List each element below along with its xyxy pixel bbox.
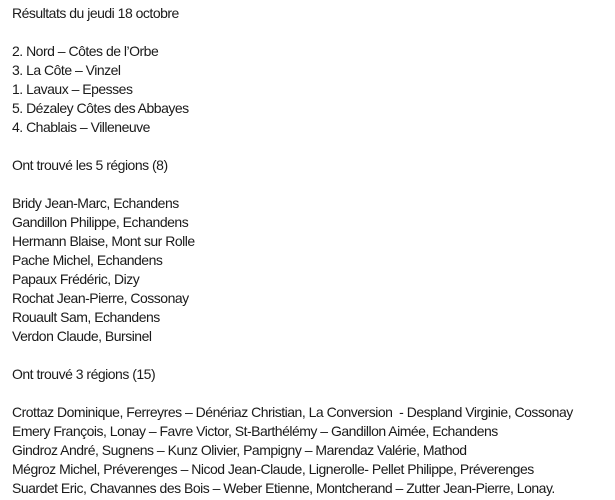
participant-name-line: Hermann Blaise, Mont sur Rolle <box>12 233 195 249</box>
blank-line <box>12 175 607 194</box>
section-heading-three-regions: Ont trouvé 3 régions (15) <box>12 366 156 382</box>
participant-names-line: Mégroz Michel, Préverenges – Nicod Jean-Claude, Lignerolle- Pellet Philippe, Préverenges <box>12 461 534 477</box>
region-result-line: 2. Nord – Côtes de l’Orbe <box>12 43 159 59</box>
participant-name-line: Rochat Jean-Pierre, Cossonay <box>12 290 189 306</box>
blank-line <box>12 346 607 365</box>
participant-name-line: Gandillon Philippe, Echandens <box>12 214 189 230</box>
blank-line <box>12 23 607 42</box>
participant-name-line: Papaux Frédéric, Dizy <box>12 271 140 287</box>
region-result-line: 1. Lavaux – Epesses <box>12 81 133 97</box>
blank-line <box>12 137 607 156</box>
participant-name-line: Verdon Claude, Bursinel <box>12 328 152 344</box>
participant-name-line: Pache Michel, Echandens <box>12 252 163 268</box>
participant-name-line: Rouault Sam, Echandens <box>12 309 160 325</box>
region-result-line: 3. La Côte – Vinzel <box>12 62 121 78</box>
region-result-line: 5. Dézaley Côtes des Abbayes <box>12 100 189 116</box>
section-heading-five-regions: Ont trouvé les 5 régions (8) <box>12 157 168 173</box>
participant-names-line: Gindroz André, Sugnens – Kunz Olivier, Pampigny – Marendaz Valérie, Mathod <box>12 442 467 458</box>
region-result-line: 4. Chablais – Villeneuve <box>12 119 150 135</box>
document-title: Résultats du jeudi 18 octobre <box>12 5 179 21</box>
participant-names-line: Emery François, Lonay – Favre Victor, St-Barthélémy – Gandillon Aimée, Echandens <box>12 423 498 439</box>
participant-name-line: Bridy Jean-Marc, Echandens <box>12 195 179 211</box>
participant-names-line: Crottaz Dominique, Ferreyres – Dénériaz Christian, La Conversion - Despland Virginie, Cossonay <box>12 404 573 420</box>
participant-names-line: Suardet Eric, Chavannes des Bois – Weber Etienne, Montcherand – Zutter Jean-Pierre, Lonay. <box>12 480 555 496</box>
blank-line <box>12 384 607 403</box>
